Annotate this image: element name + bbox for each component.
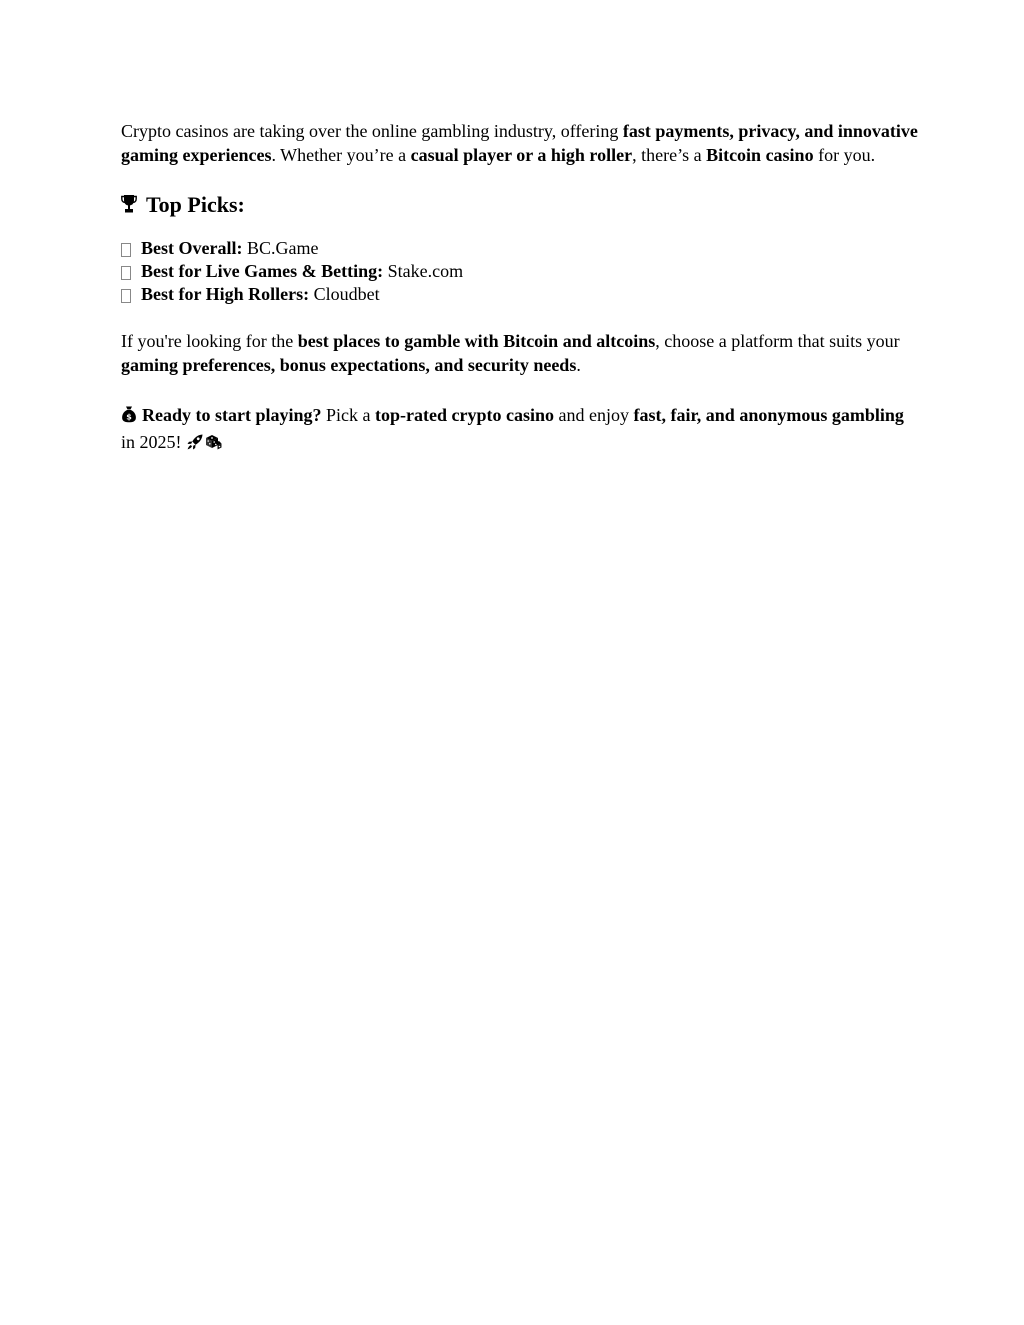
cta-text: Pick a	[321, 405, 375, 425]
pick-label: Best for High Rollers:	[141, 284, 310, 304]
list-item	[121, 283, 921, 306]
missing-glyph-icon	[121, 289, 131, 303]
intro-text: . Whether you’re a	[271, 144, 411, 165]
rocket-icon	[186, 433, 204, 451]
cta-paragraph	[121, 402, 921, 456]
cta-bold: Ready to start playing?	[142, 405, 322, 425]
cta-text: in 2025!	[121, 432, 186, 452]
trophy-icon	[121, 194, 137, 214]
top-picks-list	[121, 237, 921, 306]
cta-bold: fast, fair, and anonymous gambling	[633, 405, 904, 425]
pick-value: Cloudbet	[313, 284, 380, 304]
looking-bold: best places to gamble with Bitcoin and altcoins	[297, 331, 656, 351]
svg-text:$: $	[126, 412, 132, 422]
top-picks-heading	[121, 192, 921, 218]
looking-text: If you're looking for the	[121, 331, 298, 351]
looking-paragraph	[121, 330, 921, 377]
intro-bold: casual player or a high roller	[410, 144, 633, 165]
list-item	[121, 237, 921, 260]
intro-paragraph	[121, 120, 921, 167]
cta-bold: top-rated crypto casino	[375, 405, 554, 425]
missing-glyph-icon	[121, 266, 131, 280]
pick-label: Best for Live Games & Betting:	[141, 261, 384, 281]
missing-glyph-icon	[121, 243, 131, 257]
pick-label: Best Overall:	[141, 238, 243, 258]
dice-icon	[204, 433, 222, 451]
list-item	[121, 260, 921, 283]
top-picks-heading-text: Top Picks:	[146, 192, 245, 217]
pick-value: Stake.com	[387, 261, 464, 281]
looking-text: , choose a platform that suits your	[655, 331, 900, 351]
intro-text: for you.	[813, 144, 876, 165]
looking-text: .	[576, 354, 581, 375]
pick-value: BC.Game	[246, 238, 319, 258]
document-page	[121, 120, 921, 456]
intro-text: , there’s a	[632, 144, 707, 165]
intro-bold: Bitcoin casino	[706, 144, 814, 165]
intro-bold: fast payments, privacy, and innovative gaming experiences	[121, 121, 918, 165]
cta-text: and enjoy	[553, 405, 634, 425]
intro-text: Crypto casinos are taking over the online gambling industry, offering	[121, 121, 623, 141]
money-bag-icon	[121, 405, 137, 423]
looking-bold: gaming preferences, bonus expectations, and security needs	[121, 354, 577, 375]
